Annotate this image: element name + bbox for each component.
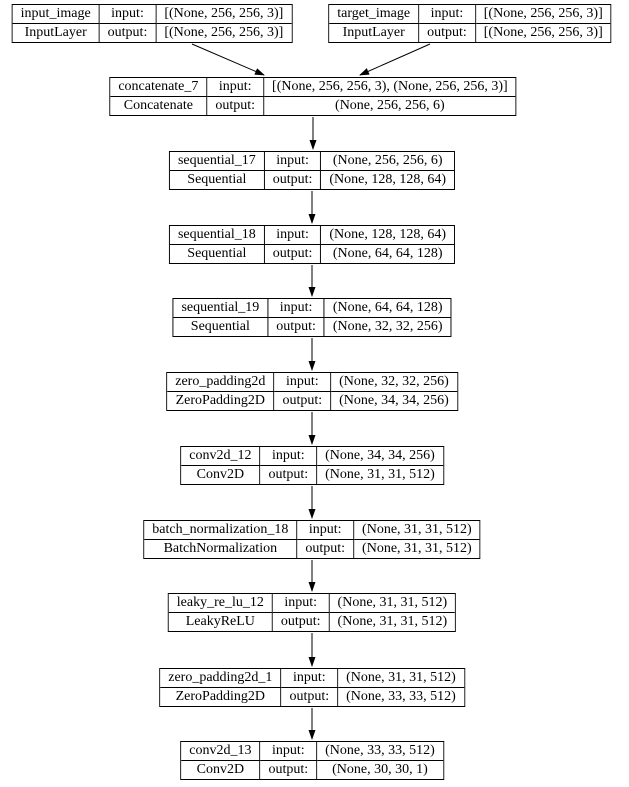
input-label: input: xyxy=(419,5,476,24)
output-label: output: xyxy=(419,24,476,42)
layer-class: BatchNormalization xyxy=(144,540,297,558)
input-shape: (None, 33, 33, 512) xyxy=(317,742,443,761)
input-label: input: xyxy=(260,742,317,761)
layer-node-input_image xyxy=(12,4,293,43)
output-label: output: xyxy=(265,171,322,189)
layer-class: ZeroPadding2D xyxy=(160,688,281,706)
output-shape: (None, 32, 32, 256) xyxy=(325,318,451,336)
output-shape: (None, 31, 31, 512) xyxy=(354,540,480,558)
layer-class: InputLayer xyxy=(329,24,419,42)
output-label: output: xyxy=(265,245,322,263)
layer-name: conv2d_12 xyxy=(181,447,260,466)
output-label: output: xyxy=(281,688,338,706)
output-shape: (None, 128, 128, 64) xyxy=(321,171,454,189)
output-label: output: xyxy=(260,761,317,779)
layer-class: Sequential xyxy=(170,245,265,263)
output-shape: (None, 256, 256, 6) xyxy=(264,97,516,115)
layer-name: concatenate_7 xyxy=(110,78,207,97)
layer-node-target_image xyxy=(328,4,611,43)
layer-class: ZeroPadding2D xyxy=(167,392,274,410)
layer-name: leaky_re_lu_12 xyxy=(169,594,273,613)
output-label: output: xyxy=(260,466,317,484)
output-label: output: xyxy=(274,392,331,410)
layer-name: sequential_18 xyxy=(170,226,265,245)
input-shape: (None, 256, 256, 6) xyxy=(321,152,454,171)
input-label: input: xyxy=(268,299,325,318)
layer-class: Concatenate xyxy=(110,97,207,115)
input-label: input: xyxy=(274,373,331,392)
input-shape: (None, 31, 31, 512) xyxy=(330,594,456,613)
input-shape: (None, 64, 64, 128) xyxy=(325,299,451,318)
output-shape: (None, 30, 30, 1) xyxy=(317,761,443,779)
output-label: output: xyxy=(273,613,330,631)
layer-node-concatenate_7 xyxy=(109,77,516,116)
layer-node-sequential_18 xyxy=(169,225,455,264)
layer-class: Conv2D xyxy=(181,761,260,779)
output-label: output: xyxy=(100,24,157,42)
layer-name: conv2d_13 xyxy=(181,742,260,761)
layer-class: Conv2D xyxy=(181,466,260,484)
input-shape: (None, 31, 31, 512) xyxy=(338,669,464,688)
layer-node-leaky_re_lu_12 xyxy=(168,593,456,632)
output-label: output: xyxy=(297,540,354,558)
output-shape: (None, 31, 31, 512) xyxy=(317,466,443,484)
edge-target_image-to-concatenate_7 xyxy=(360,44,430,75)
input-shape: [(None, 256, 256, 3)] xyxy=(156,5,291,24)
layer-node-conv2d_13 xyxy=(180,741,444,780)
output-shape: [(None, 256, 256, 3)] xyxy=(476,24,611,42)
input-shape: (None, 32, 32, 256) xyxy=(331,373,457,392)
layer-node-sequential_19 xyxy=(172,298,451,337)
input-label: input: xyxy=(265,152,322,171)
layer-node-conv2d_12 xyxy=(180,446,444,485)
layer-node-zero_padding2d_1 xyxy=(159,668,465,707)
input-label: input: xyxy=(273,594,330,613)
input-label: input: xyxy=(207,78,264,97)
output-label: output: xyxy=(268,318,325,336)
layer-class: Sequential xyxy=(170,171,265,189)
output-label: output: xyxy=(207,97,264,115)
input-label: input: xyxy=(265,226,322,245)
output-shape: [(None, 256, 256, 3)] xyxy=(156,24,291,42)
input-shape: [(None, 256, 256, 3)] xyxy=(476,5,611,24)
input-label: input: xyxy=(297,521,354,540)
layer-name: sequential_17 xyxy=(170,152,265,171)
layer-name: sequential_19 xyxy=(173,299,268,318)
layer-name: zero_padding2d xyxy=(167,373,274,392)
output-shape: (None, 33, 33, 512) xyxy=(338,688,464,706)
input-shape: (None, 34, 34, 256) xyxy=(317,447,443,466)
output-shape: (None, 64, 64, 128) xyxy=(321,245,454,263)
layer-class: InputLayer xyxy=(13,24,100,42)
output-shape: (None, 31, 31, 512) xyxy=(330,613,456,631)
layer-node-batch_normalization_18 xyxy=(143,520,480,559)
layer-name: input_image xyxy=(13,5,100,24)
layer-class: LeakyReLU xyxy=(169,613,273,631)
input-label: input: xyxy=(100,5,157,24)
output-shape: (None, 34, 34, 256) xyxy=(331,392,457,410)
edge-input_image-to-concatenate_7 xyxy=(192,44,264,75)
layer-node-sequential_17 xyxy=(169,151,455,190)
layer-name: batch_normalization_18 xyxy=(144,521,297,540)
layer-name: target_image xyxy=(329,5,419,24)
input-shape: (None, 128, 128, 64) xyxy=(321,226,454,245)
input-label: input: xyxy=(260,447,317,466)
input-label: input: xyxy=(281,669,338,688)
input-shape: (None, 31, 31, 512) xyxy=(354,521,480,540)
layer-name: zero_padding2d_1 xyxy=(160,669,281,688)
layer-node-zero_padding2d xyxy=(166,372,458,411)
input-shape: [(None, 256, 256, 3), (None, 256, 256, 3)] xyxy=(264,78,516,97)
layer-class: Sequential xyxy=(173,318,268,336)
